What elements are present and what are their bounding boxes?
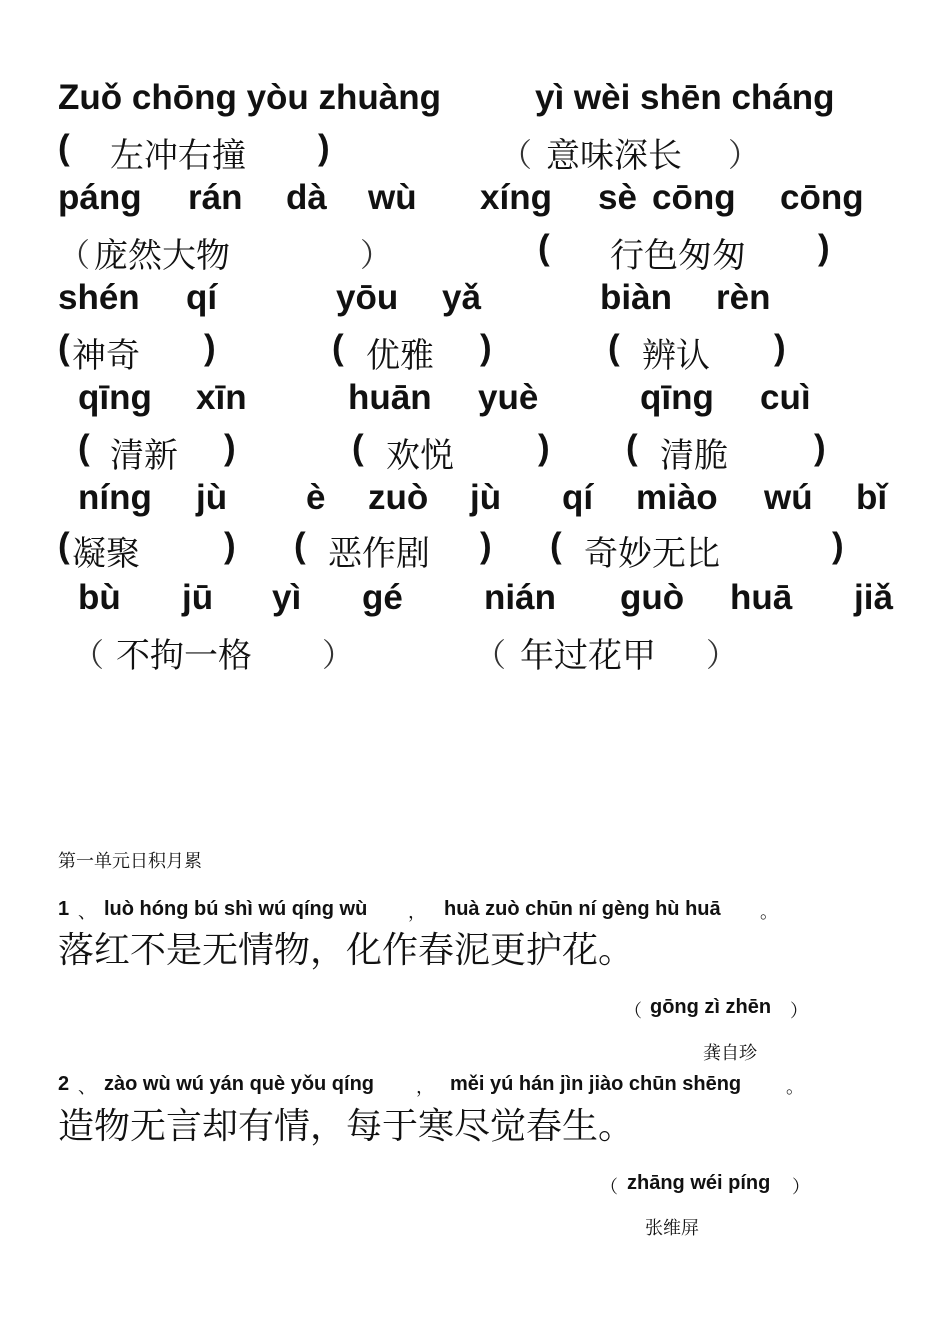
poem-1-comma: ， bbox=[408, 902, 426, 923]
paren-close: ) bbox=[818, 228, 830, 267]
pinyin: qīng bbox=[78, 378, 152, 417]
pinyin: jiǎ bbox=[854, 578, 893, 617]
pinyin: qí bbox=[562, 478, 594, 517]
poem-2-text: 造物无言却有情，每于寒尽觉春生。 bbox=[58, 1106, 635, 1147]
word-zuo-chong-you-zhuang: 左冲右撞 bbox=[110, 136, 246, 176]
word-shen-qi: 神奇 bbox=[72, 336, 140, 376]
pinyin: nián bbox=[484, 578, 556, 617]
word-bu-ju-yi-ge: 不拘一格 bbox=[116, 636, 252, 676]
pinyin: qí bbox=[186, 278, 218, 317]
poem-1-number: 1 bbox=[58, 898, 70, 920]
pinyin: zuò bbox=[368, 478, 429, 517]
pinyin: è bbox=[306, 478, 326, 517]
pinyin: gé bbox=[362, 578, 403, 617]
paren-open: ( bbox=[608, 328, 620, 367]
pinyin: bǐ bbox=[856, 478, 888, 517]
paren-open: ( bbox=[58, 328, 70, 367]
word-qing-xin: 清新 bbox=[110, 436, 178, 476]
paren-close: ) bbox=[538, 428, 550, 467]
poem-2-period: 。 bbox=[786, 1077, 804, 1098]
poem-2-author: 张维屏 bbox=[645, 1218, 699, 1239]
pinyin: yōu bbox=[336, 278, 399, 317]
pinyin-yi-wei-shen-chang: yì wèi shēn cháng bbox=[535, 78, 835, 117]
paren-close: ） bbox=[322, 636, 355, 674]
section-title: 第一单元日积月累 bbox=[58, 851, 202, 872]
paren-close: ) bbox=[224, 428, 236, 467]
paren-close: ) bbox=[318, 128, 330, 167]
pinyin: huā bbox=[730, 578, 793, 617]
paren-open: ( bbox=[58, 526, 70, 565]
pinyin: xīn bbox=[196, 378, 247, 417]
pinyin: qīng bbox=[640, 378, 714, 417]
pinyin: yǎ bbox=[442, 278, 481, 317]
paren-open: ( bbox=[626, 428, 638, 467]
pinyin: sè bbox=[598, 178, 637, 217]
pinyin: dà bbox=[286, 178, 327, 217]
paren-open: （ bbox=[500, 136, 533, 174]
paren-open: ( bbox=[352, 428, 364, 467]
paren-open: （ bbox=[624, 1001, 642, 1022]
pinyin: shén bbox=[58, 278, 140, 317]
pinyin: yuè bbox=[478, 378, 539, 417]
pinyin: jū bbox=[182, 578, 214, 617]
pinyin-zuo-chong-you-zhuang: Zuǒ chōng yòu zhuàng bbox=[58, 78, 442, 117]
pinyin: biàn bbox=[600, 278, 672, 317]
paren-open: ( bbox=[58, 128, 70, 167]
paren-close: ) bbox=[204, 328, 216, 367]
pinyin: jù bbox=[470, 478, 502, 517]
pinyin: wù bbox=[368, 178, 417, 217]
word-ning-ju: 凝聚 bbox=[72, 534, 140, 574]
poem-1-pinyin-b: huà zuò chūn ní gèng hù huā bbox=[444, 898, 721, 920]
paren-close: ) bbox=[774, 328, 786, 367]
poem-1-period: 。 bbox=[760, 902, 778, 923]
paren-open: （ bbox=[600, 1177, 618, 1198]
paren-open: ( bbox=[78, 428, 90, 467]
word-pang-ran-da-wu: 庞然大物 bbox=[94, 236, 230, 276]
paren-open: ( bbox=[538, 228, 550, 267]
pinyin: xíng bbox=[480, 178, 552, 217]
word-qi-miao-wu-bi: 奇妙无比 bbox=[584, 534, 720, 574]
word-xing-se-cong-cong: 行色匆匆 bbox=[610, 236, 746, 276]
paren-open: （ bbox=[72, 636, 105, 674]
paren-close: ） bbox=[728, 136, 761, 174]
pinyin: wú bbox=[764, 478, 813, 517]
paren-close: ） bbox=[790, 1001, 808, 1022]
pinyin: cuì bbox=[760, 378, 811, 417]
paren-close: ) bbox=[832, 526, 844, 565]
pinyin: huān bbox=[348, 378, 432, 417]
poem-1-pinyin-a: luò hóng bú shì wú qíng wù bbox=[104, 898, 368, 920]
poem-1-author: 龚自珍 bbox=[703, 1043, 757, 1064]
poem-1-author-pinyin: gōng zì zhēn bbox=[650, 996, 772, 1018]
paren-close: ) bbox=[814, 428, 826, 467]
word-huan-yue: 欢悦 bbox=[386, 436, 454, 476]
poem-2-author-pinyin: zhāng wéi píng bbox=[627, 1172, 771, 1194]
word-e-zuo-ju: 恶作剧 bbox=[328, 534, 430, 574]
word-you-ya: 优雅 bbox=[366, 336, 434, 376]
paren-close: ) bbox=[224, 526, 236, 565]
pinyin: rèn bbox=[716, 278, 771, 317]
paren-close: ) bbox=[480, 328, 492, 367]
paren-close: ） bbox=[792, 1177, 810, 1198]
pinyin: níng bbox=[78, 478, 152, 517]
pinyin: jù bbox=[196, 478, 228, 517]
pinyin: miào bbox=[636, 478, 718, 517]
poem-2-pinyin-b: měi yú hán jìn jiào chūn shēng bbox=[450, 1073, 742, 1095]
pinyin: cōng bbox=[652, 178, 736, 217]
poem-1-sep: 、 bbox=[78, 902, 96, 923]
pinyin: bù bbox=[78, 578, 121, 617]
paren-open: （ bbox=[474, 636, 507, 674]
poem-1-text: 落红不是无情物，化作春泥更护花。 bbox=[58, 930, 635, 971]
poem-2-pinyin-a: zào wù wú yán què yǒu qíng bbox=[104, 1073, 375, 1095]
pinyin: guò bbox=[620, 578, 685, 617]
poem-2-sep: 、 bbox=[78, 1077, 96, 1098]
poem-2-comma: ， bbox=[416, 1077, 434, 1098]
pinyin: rán bbox=[188, 178, 243, 217]
word-qing-cui: 清脆 bbox=[660, 436, 728, 476]
pinyin: cōng bbox=[780, 178, 864, 217]
paren-open: ( bbox=[294, 526, 306, 565]
word-bian-ren: 辨认 bbox=[642, 336, 710, 376]
paren-close: ） bbox=[706, 636, 739, 674]
paren-open: ( bbox=[550, 526, 562, 565]
paren-open: ( bbox=[332, 328, 344, 367]
poem-2-number: 2 bbox=[58, 1073, 70, 1095]
word-nian-guo-hua-jia: 年过花甲 bbox=[520, 636, 656, 676]
paren-close: ） bbox=[360, 236, 393, 274]
paren-close: ) bbox=[480, 526, 492, 565]
word-yi-wei-shen-chang: 意味深长 bbox=[546, 136, 682, 176]
pinyin: yì bbox=[272, 578, 302, 617]
pinyin: páng bbox=[58, 178, 142, 217]
paren-open: （ bbox=[58, 236, 91, 274]
